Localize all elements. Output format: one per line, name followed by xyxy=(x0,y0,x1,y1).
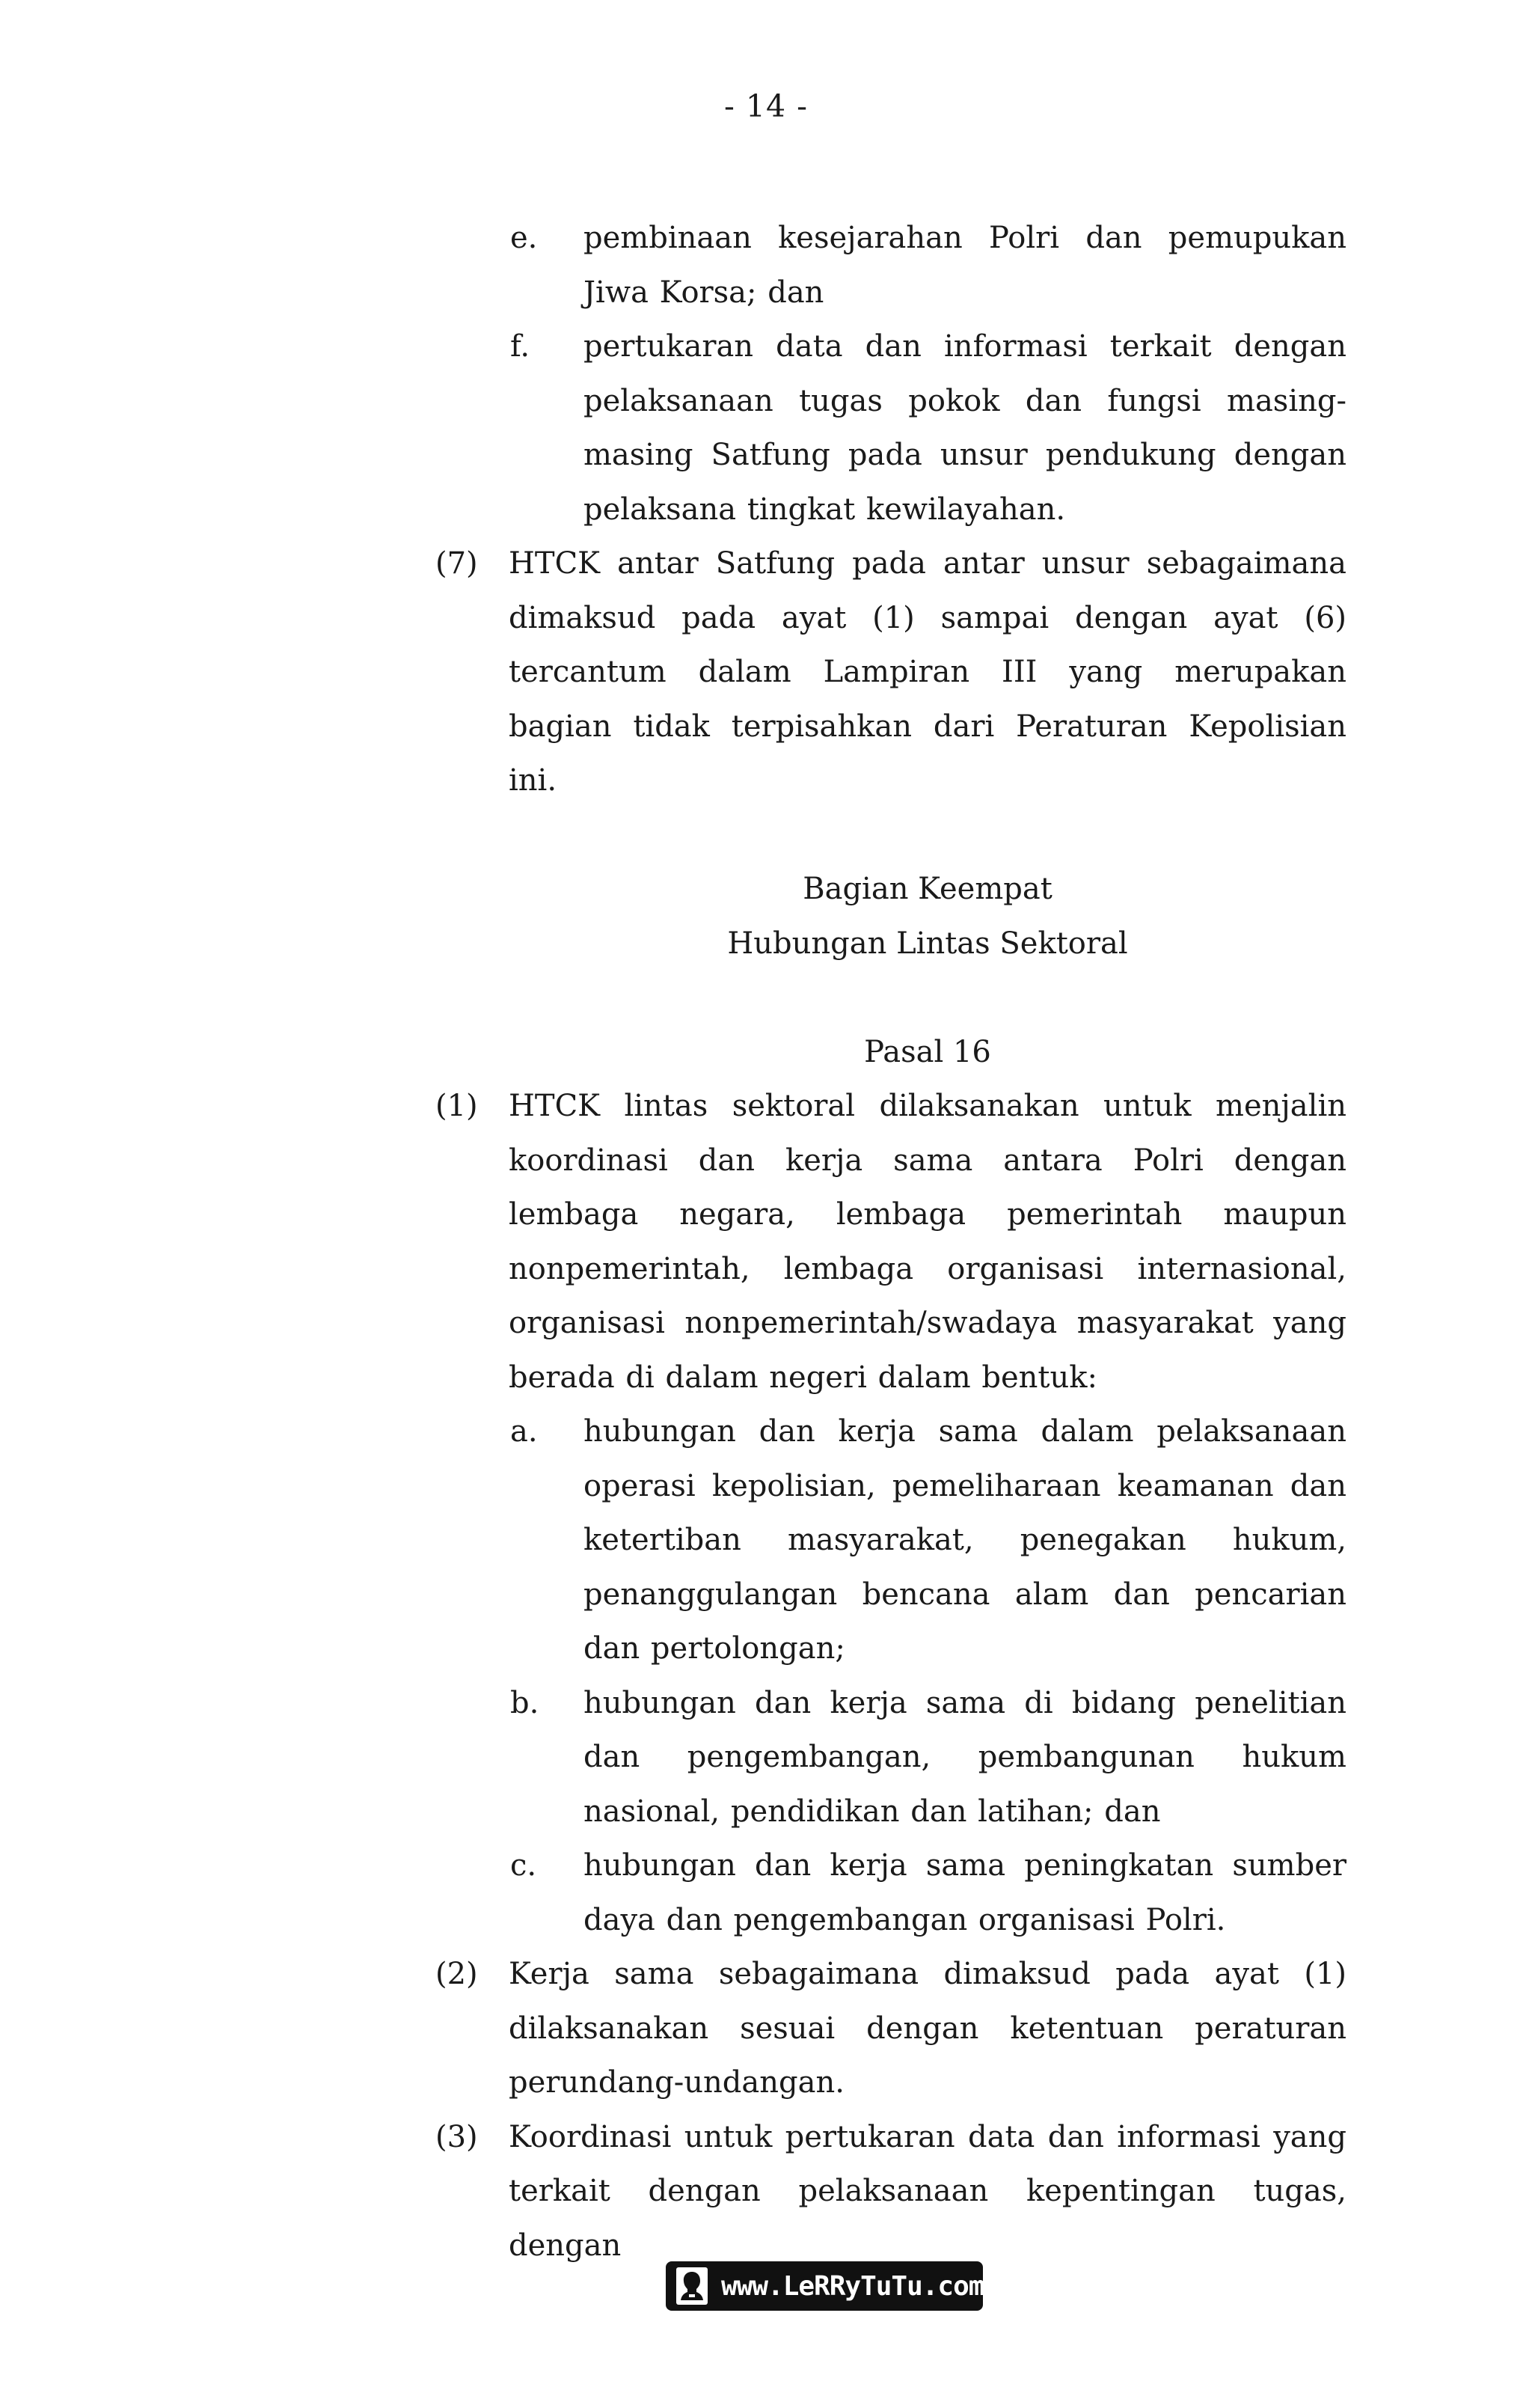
list-item-b xyxy=(435,1676,1346,1839)
list-item-label: b. xyxy=(510,1685,539,1720)
ayat-number: (7) xyxy=(435,546,478,581)
list-item-text: hubungan dan kerja sama peningkatan sumber daya dan pengembangan organisasi Polri. xyxy=(583,1848,1346,1937)
ayat-text: Kerja sama sebagaimana dimaksud pada ayat (1) dilaksanakan sesuai dengan ketentuan peraturan perundang-undangan. xyxy=(509,1957,1346,2100)
list-item-f xyxy=(435,320,1346,537)
list-item-text: hubungan dan kerja sama di bidang penelitian dan pengembangan, pembangunan hukum nasional, pendidikan dan latihan; dan xyxy=(583,1685,1346,1829)
list-item-a xyxy=(435,1405,1346,1676)
document-body xyxy=(435,211,1346,2273)
website-url: www.LeRRyTuTu.com xyxy=(721,2270,984,2302)
list-item-text: hubungan dan kerja sama dalam pelaksanaan operasi kepolisian, pemeliharaan keamanan dan ketertiban masyarakat, penegakan hukum, penanggulangan bencana alam dan pencarian dan pertolongan; xyxy=(583,1414,1346,1666)
list-item-e xyxy=(435,211,1346,320)
ayat-2 xyxy=(435,1947,1346,2110)
ayat-3 xyxy=(435,2110,1346,2273)
list-item-label: c. xyxy=(510,1848,537,1883)
ayat-text: HTCK lintas sektoral dilaksanakan untuk menjalin koordinasi dan kerja sama antara Polri dengan lembaga negara, lembaga pemerintah maupun nonpemerintah, lembaga organisasi internasional, organisasi nonpemerintah/swadaya masyarakat yang berada di dalam negeri dalam bentuk: xyxy=(509,1089,1346,1395)
spacer xyxy=(435,808,1346,863)
spacer xyxy=(435,971,1346,1025)
section-subtitle: Hubungan Lintas Sektoral xyxy=(727,926,1128,961)
article-title: Pasal 16 xyxy=(864,1034,991,1069)
section-title: Bagian Keempat xyxy=(803,872,1053,906)
list-item-c xyxy=(435,1839,1346,1947)
ayat-text: HTCK antar Satfung pada antar unsur sebagaimana dimaksud pada ayat (1) sampai dengan ayat (6) tercantum dalam Lampiran III yang merupakan bagian tidak terpisahkan dari Peraturan Kepolisian ini. xyxy=(509,546,1346,798)
person-silhouette-icon xyxy=(676,2267,708,2305)
list-item-text: pertukaran data dan informasi terkait dengan pelaksanaan tugas pokok dan fungsi masing-masing Satfung pada unsur pendukung dengan pelaksana tingkat kewilayahan. xyxy=(583,329,1346,527)
ayat-number: (1) xyxy=(435,1089,478,1123)
ayat-number: (2) xyxy=(435,1957,478,1991)
list-item-label: e. xyxy=(510,221,538,255)
ayat-1 xyxy=(435,1079,1346,1405)
website-badge-link[interactable] xyxy=(666,2261,983,2311)
list-item-label: f. xyxy=(510,329,530,364)
list-item-text: pembinaan kesejarahan Polri dan pemupukan Jiwa Korsa; dan xyxy=(583,221,1346,310)
ayat-text: Koordinasi untuk pertukaran data dan informasi yang terkait dengan pelaksanaan kepentingan tugas, dengan xyxy=(509,2119,1346,2263)
page-number: - 14 - xyxy=(724,88,808,124)
list-item-label: a. xyxy=(510,1414,538,1449)
ayat-7 xyxy=(435,537,1346,808)
ayat-number: (3) xyxy=(435,2119,478,2154)
